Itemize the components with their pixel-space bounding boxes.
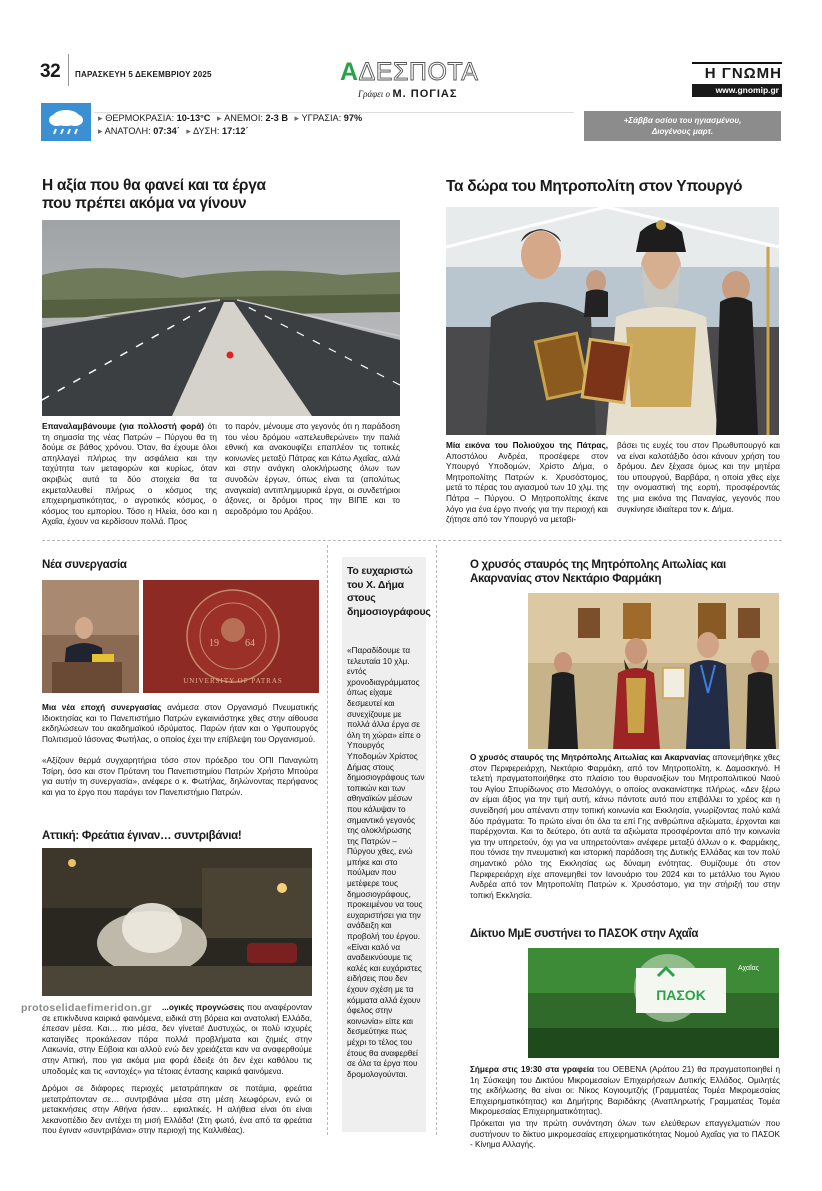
weather-row-2 <box>98 126 249 137</box>
website-bar[interactable] <box>692 84 782 97</box>
article2-col1 <box>446 441 608 526</box>
seal-year-right: 64 <box>245 638 255 649</box>
page-number: 32 <box>40 61 61 82</box>
byline-name: Μ. ΠΟΓΙΑΣ <box>392 88 458 100</box>
article4-body <box>42 1003 312 1077</box>
article5-body-text: απονεμήθηκε χθες στον Περιφερειάρχη, Νεκτάριο Φαρμάκη, από τον Μητροπολίτη, κ. Δαμασκηνό. Η τελετή πραγματοποιήθηκε στο πλαίσιο του θυρανοιξίων του Μητροπολιτικού Ναού του Αγίου Σπυρίδωνος στο Μεσολόγγι, ο οποίος ανακαινίστηκε πλήρως. «Δεν ξέρω αν είμαι άξιος για την τιμή αυτή, κάνω πάντοτε αυτό που επιβάλλει το χρέος και η συνείδησή μου απέναντι στην τοπική κοινωνία και Εκκλησία, γνωρίζοντας πολύ καλά δύο πράγματα: Το πρώτο είναι ότι όλα τα επί Γης ανθρώπινα αξιώματα, έρχονται και παρέρχονται. Και το δεύτερο, ότι αυτά τα αξιώματα προσφέρονται από την κοινωνία για την υπηρετούν, όχι για να υπηρετούνται» ανέφερε μεταξύ άλλων ο κ. Φαρμάκης, που τόνισε την πνευματική και ιστορική παράδοση της Δυτικής Ελλάδας και τον πολύ σημαντικό ρόλο της Εκκλησίας ως δύναμη ενότητας. Θυμίζουμε ότι στον Περιφερειάρχη είχε απονεμηθεί τον Ιανουάριο του 2024 και το μετάλλιο του Άγιου Ανδρέα από τον Μητροπολίτη Πατρών κ. Χρυσόστομο, για την στήριξή του στην τοπική Εκκλησία. <box>470 753 780 900</box>
column-title-initial: Α <box>340 58 359 86</box>
nameday-box <box>584 111 781 141</box>
column-separator-1 <box>327 545 328 1135</box>
sunrise-value: 07:34΄ <box>153 126 180 136</box>
row-separator <box>42 540 782 541</box>
article2-col2: βάσει τις ευχές του στον Πρωθυπουργό και να είναι καλοτάξιδο όσοι κάνουν χρήση του δρόμου. Δεν ξέχασε όμως και την μητέρα του υπουργού, Βαρβάρα, η οποία χθες είχε την ονομαστική της εορτή, προσφέροντάς της μια εικόνα της Παναγίας, γεγονός που συγκίνησε ιδιαίτερα τον κ. Δήμα. <box>617 441 780 514</box>
rain-cloud-icon <box>41 103 91 141</box>
header-divider <box>68 54 69 86</box>
byline-prefix: Γράφει ο <box>358 89 390 99</box>
article3-lead: Μια νέα εποχή συνεργασίας <box>42 703 162 712</box>
article4-body-text: που αναφέρονταν σε επικίνδυνα καιρικά φαινόμενα, ειδικά στη βόρεια και ανατολική Ελλάδα, έπεσαν μέσα. Και… πιο μέσα, δεν γίνεται! Δυστυχώς, οι πολύ ισχυρές καταιγίδες προκάλεσαν πάρα πολλά προβλήματα και ζημιές στην Λακωνία, στην Εύβοια και αλλού ενώ δεν χρειάζεται καν να αναφερθούμε στην Αττική, που για ακόμα μια φορά έδειξε ότι δεν έχει καθόλου τις υποδομές και τις «αντοχές» για τέτοιας έντασης καιρικά φαινόμενα. <box>42 1003 313 1076</box>
article6-body2: Πρόκειται για την πρώτη συνάντηση όλων των ελεύθερων επαγγελματιών που συστήνουν το δίκτυο μικρομεσαίας επιχειρηματικότητας Νομού Αχαΐας για το ΠΑΣΟΚ - Κίνημα Αλλαγής. <box>470 1119 780 1150</box>
weather-row-1 <box>98 113 362 124</box>
article6-body-text: του ΟΕΒΕΝΑ (Αράτου 21) θα πραγματοποιηθεί η 1η Σύσκεψη του Δικτύου Μικρομεσαίων Επιχειρήσεων Δυτικής Ελλάδος. Ομιλητές της εκδήλωσης θα είναι οι: Νίκος Κογιουμτζής (Γραμματέας Τομέα Μικρομεσαίας Επιχειρηματικότητας) και Δημήτρης Βαριδάκης (Αναπληρωτής Γραμματέας Τομέα Μικρομεσαίας Επιχειρηματικότητας). <box>470 1065 781 1117</box>
pasok-photo <box>528 948 779 1058</box>
highway-photo <box>42 220 400 416</box>
column-byline <box>358 88 457 100</box>
article4-body2: Δρόμοι σε διάφορες περιοχές μετατράπηκαν σε ποτάμια, φρεάτια μετατράπονταν σε… συντριβάνια μέσα στη μέση λεωφόρων, ενώ οι μετακινήσεις στην Αθήνα ήσαν… εφιαλτικές. Η αλήθεια είναι ότι είναι λεκανοπέδιο δεν αντέχει τη μισή Ελλάδα! (Στη φωτό, ένα από τα φρεάτια που έγιναν «συντριβάνια» στην περιοχή της Καλλιθέας). <box>42 1084 312 1136</box>
wind-label: ΑΝΕΜΟΙ: <box>224 113 263 123</box>
column-title <box>340 58 478 87</box>
article4-lead: ...ογικές προγνώσεις <box>162 1003 245 1012</box>
article5-lead: Ο χρυσός σταυρός της Μητρόπολης Αιτωλίας και Ακαρνανίας <box>470 753 711 762</box>
sign-caption: Αχαΐας <box>738 965 760 972</box>
watermark: protoselidaefimeridon.gr <box>18 1002 155 1014</box>
university-seal-photo <box>143 580 319 693</box>
article2-col1-text: Αποστόλου Ανδρέα, προσέφερε στον Υπουργό Υποδομών, Χρίστο Δήμα, ο Μητροπολίτης Πατρών κ. Χρυσόστομος, μετά το πέρας του αγιασμού των 10 χλμ. της Πάτρα – Πύργου. Ο Μητροπολίτης έκανε λόγο για ένα έργο πνοής για την περιοχή και ζήτησε από τον Υπουργό να μεταβι- <box>446 451 608 525</box>
article5-title: Ο χρυσός σταυρός της Μητρόπολης Αιτωλίας και Ακαρνανίας στον Νεκτάριο Φαρμάκη <box>470 559 726 585</box>
cross-ceremony-photo <box>528 593 779 749</box>
sidebar-title: Το ευχαριστώ του Χ. Δήμα στους δημοσιογράφους <box>347 565 431 618</box>
article2-title: Τα δώρα του Μητροπολίτη στον Υπουργό <box>446 178 743 195</box>
article6-title: Δίκτυο ΜμΕ συστήνει το ΠΑΣΟΚ στην Αχαΐα <box>470 928 699 940</box>
article6-body <box>470 1065 780 1118</box>
sunset-value: 17:12΄ <box>222 126 249 136</box>
bullet-icon: ▸ <box>98 113 103 123</box>
bullet-icon: ▸ <box>98 126 103 136</box>
article3-title: Νέα συνεργασία <box>42 559 127 571</box>
article5-body <box>470 753 780 901</box>
article1-col2: το παρόν, μένουμε στο γεγονός ότι η παράδοση του νέου δρόμου «απελευθερώνει» την παλιά εθνική και ανακουφίζει επαπλέον τις τοπικές κοινωνίες μεταξύ Πάτρας και Κάτω Αχαΐας, αλλά και στην ανάγκη ολοκλήρωσης όλων των συνοδών έργων, όπως είναι τα (απολύτως αναγκαία) αντιπλημμυρικά έργα, οι συνδετήριοι άξονες, οι δρόμοι προς την ΒΙΠΕ και το αεροδρόμιο του Αράξου. <box>225 422 400 516</box>
article3-quote: «Αξίζουν θερμά συγχαρητήρια τόσο στον πρόεδρο του ΟΠΙ Παναγιώτη Τσίρη, όσο και στον Πρύτανη του Πανεπιστημίου Πατρών Χρήστο Μπούρα για αυτήν τη συνεργασία», ανέφερε ο κ. Φωτήλας, δηλώνοντας περήφανος και για το έργο που παράγει τον Πανεπιστήμιο Πατρών. <box>42 756 318 797</box>
article1-lead: Επαναλαμβάνουμε (για πολλοστή φορά) <box>42 422 204 431</box>
icon-gift-photo <box>446 207 779 435</box>
flooding-photo <box>42 848 312 996</box>
website-url[interactable]: www.gnomip.gr <box>715 85 779 95</box>
humidity-value: 97% <box>343 113 363 123</box>
sunrise-label: ΑΝΑΤΟΛΗ: <box>104 126 151 136</box>
humidity-label: ΥΓΡΑΣΙΑ: <box>301 113 342 123</box>
column-separator-2 <box>436 545 437 1135</box>
article4-title: Αττική: Φρεάτια έγιναν… συντριβάνια! <box>42 830 242 842</box>
weather-icon-box <box>41 103 91 141</box>
article3-body-text: ανάμεσα στον Οργανισμό Πνευματικής Ιδιοκτησίας και το Πανεπιστήμιο Πατρών εγκαινιάστηκε χθες στην αίθουσα εκδηλώσεων του ακαδημαϊκού ιδρύματος. Παρών ήταν και ο Υφυπουργός Πολιτισμού Ιάσονας Φωτήλας, ο οποίος έχει την επίβλεψη του Οργανισμού. <box>42 703 318 744</box>
article1-title: Η αξία που θα φανεί και τα έργα που πρέπει ακόμα να γίνουν <box>42 177 266 212</box>
article1-col1-text: ότι τη σημασία της νέας Πατρών – Πύργου θα τη δούμε σε βάθος χρόνου. Όταν, θα έχουμε όλοι απηλλαγεί πλήρως την ασφάλεια και την ταχύτητα των μεταφορών και κυρίως, όταν ακριβώς αυτά τα δύο στοιχεία θα τα εκμεταλλευθεί πλήρως ο κόσμος της επιχειρηματικότητας, ο αγροτικός κόσμος, ο κόσμος του εμπορίου. Τόσο η Ηλεία, όσο και η Αχαΐα, έχουν να κερδίσουν πολλά. Προς <box>42 422 217 527</box>
bullet-icon: ▸ <box>186 126 191 136</box>
temperature-value: 10-13°C <box>176 113 211 123</box>
bullet-icon: ▸ <box>294 113 300 123</box>
newspaper-name: Η ΓΝΩΜΗ <box>704 65 782 82</box>
article2-lead: Μία εικόνα του Πολιούχου της Πάτρας, <box>446 441 608 450</box>
nameday-text: +Σάββα οσίου του ηγιασμένου, Διογένους μαρτ. <box>623 116 742 136</box>
sidebar-body: «Παραδίδουμε τα τελευταία 10 χλμ. εντός χρονοδιαγράμματος όπως είχαμε δεσμευτεί και συνεχίζουμε με πολλά άλλα έργα σε όλη τη χώρα» είπε ο Υπουργός Υποδομών Χρίστος Δήμας στους δημοσιογράφους των τοπικών και των αθηναϊκών μέσων που κάλυψαν το σημαντικό γεγονός της ολοκλήρωσης της Πατρών – Πύργου χθες, ενώ μπήκε και στο πούλμαν που μετέφερε τους δημοσιογράφους, προκειμένου να τους ευχαριστήσει για την ανάδειξη και προβολή του έργου. «Είναι καλό να αναδεικνύουμε τις καλές και ευχάριστες ειδήσεις που δεν έχουν σχέση με τα κόμματα αλλά έχουν όφελος στην κοινωνία» είπε και δεσμεύτηκε πως μέχρι το τέλος του έτους θα αναφερθεί σε όλα τα έργα που δρομολογούνται. <box>347 646 425 1079</box>
issue-date: ΠΑΡΑΣΚΕΥΗ 5 ΔΕΚΕΜΒΡΙΟΥ 2025 <box>75 70 212 79</box>
bullet-icon: ▸ <box>216 113 222 123</box>
article6-lead: Σήμερα στις 19:30 στα γραφεία <box>470 1065 595 1074</box>
newspaper-logo <box>692 62 782 80</box>
seal-year-left: 19 <box>209 638 219 649</box>
speaker-photo <box>42 580 139 693</box>
column-title-rest: ΔΕΣΠΟΤΑ <box>358 58 479 86</box>
weather-divider <box>94 112 574 113</box>
article3-body <box>42 703 318 745</box>
pasok-logo-text: ΠΑΣΟΚ <box>656 987 706 1003</box>
temperature-label: ΘΕΡΜΟΚΡΑΣΙΑ: <box>105 113 175 123</box>
seal-caption: UNIVERSITY OF PATRAS <box>183 677 283 685</box>
article1-col1 <box>42 422 217 528</box>
sunset-label: ΔΥΣΗ: <box>193 126 220 136</box>
wind-value: 2-3 Β <box>265 113 288 123</box>
